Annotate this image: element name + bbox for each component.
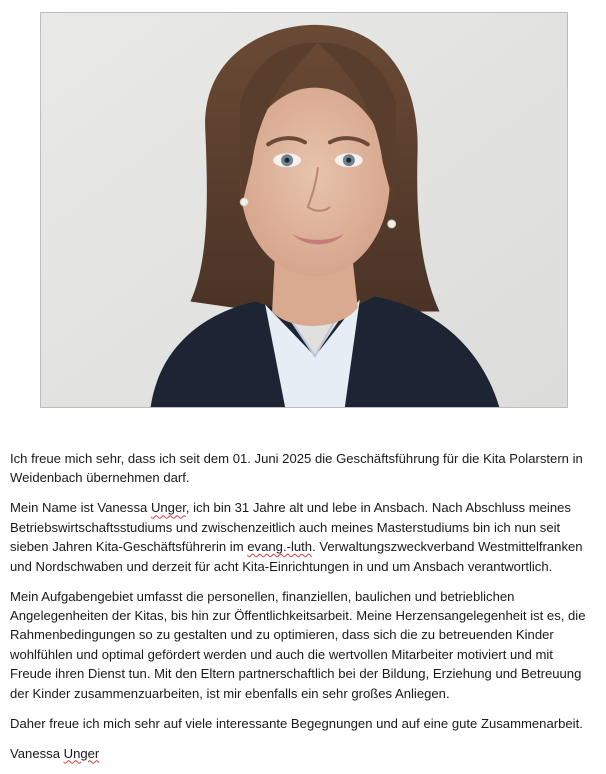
spellcheck-name: Unger xyxy=(150,500,186,516)
signature xyxy=(10,744,596,763)
portrait-photo xyxy=(40,12,568,408)
spellcheck-abbrev: evang.-luth xyxy=(247,539,313,555)
intro-paragraph: Ich freue mich sehr, dass ich seit dem 01. Juni 2025 die Geschäftsführung für die Kita Polarstern in Weidenbach übernehmen darf. xyxy=(10,451,583,486)
letter-body xyxy=(10,449,596,774)
about-part-2: , ich bin 31 Jahre alt und lebe in Ansbach. Nach Abschluss meines Betriebswirtschaftsstudiums und zwischenzeitlich auch meines Masterstudiums bin ich nun seit sieben Jahren Kita-Geschäftsführerin im xyxy=(10,500,571,555)
about-paragraph xyxy=(10,498,596,576)
about-part-3: . Verwaltungszweckverband Westmittelfranken und Nordschwaben und derzeit für acht Kita-Einrichtungen in und um Ansbach verantwortlich. xyxy=(10,539,583,574)
responsibilities-paragraph: Mein Aufgabengebiet umfasst die personellen, finanziellen, baulichen und betrieblichen Angelegenheiten der Kitas, bis hin zur Öffentlichkeitsarbeit. Meine Herzensangelegenheit ist es, die Rahmenbedingungen so zu gestalten und zu optimieren, dass sich die zu betreuenden Kinder wohlfühlen und optimal gefördert werden und auch die wertvollen Mitarbeiter motiviert und mit Freude ihren Dienst tun. Mit den Eltern partnerschaftlich bei der Bildung, Erziehung und Betreuung der Kinder zusammenzuarbeiten, ist mir ebenfalls ein sehr großes Anliegen. xyxy=(10,588,586,701)
about-part-1: Mein Name ist Vanessa xyxy=(10,500,151,516)
signature-last: Unger xyxy=(63,745,100,761)
closing-paragraph: Daher freue ich mich sehr auf viele interessante Begegnungen und auf eine gute Zusammenarbeit. xyxy=(10,715,583,731)
signature-first: Vanessa xyxy=(10,745,64,761)
